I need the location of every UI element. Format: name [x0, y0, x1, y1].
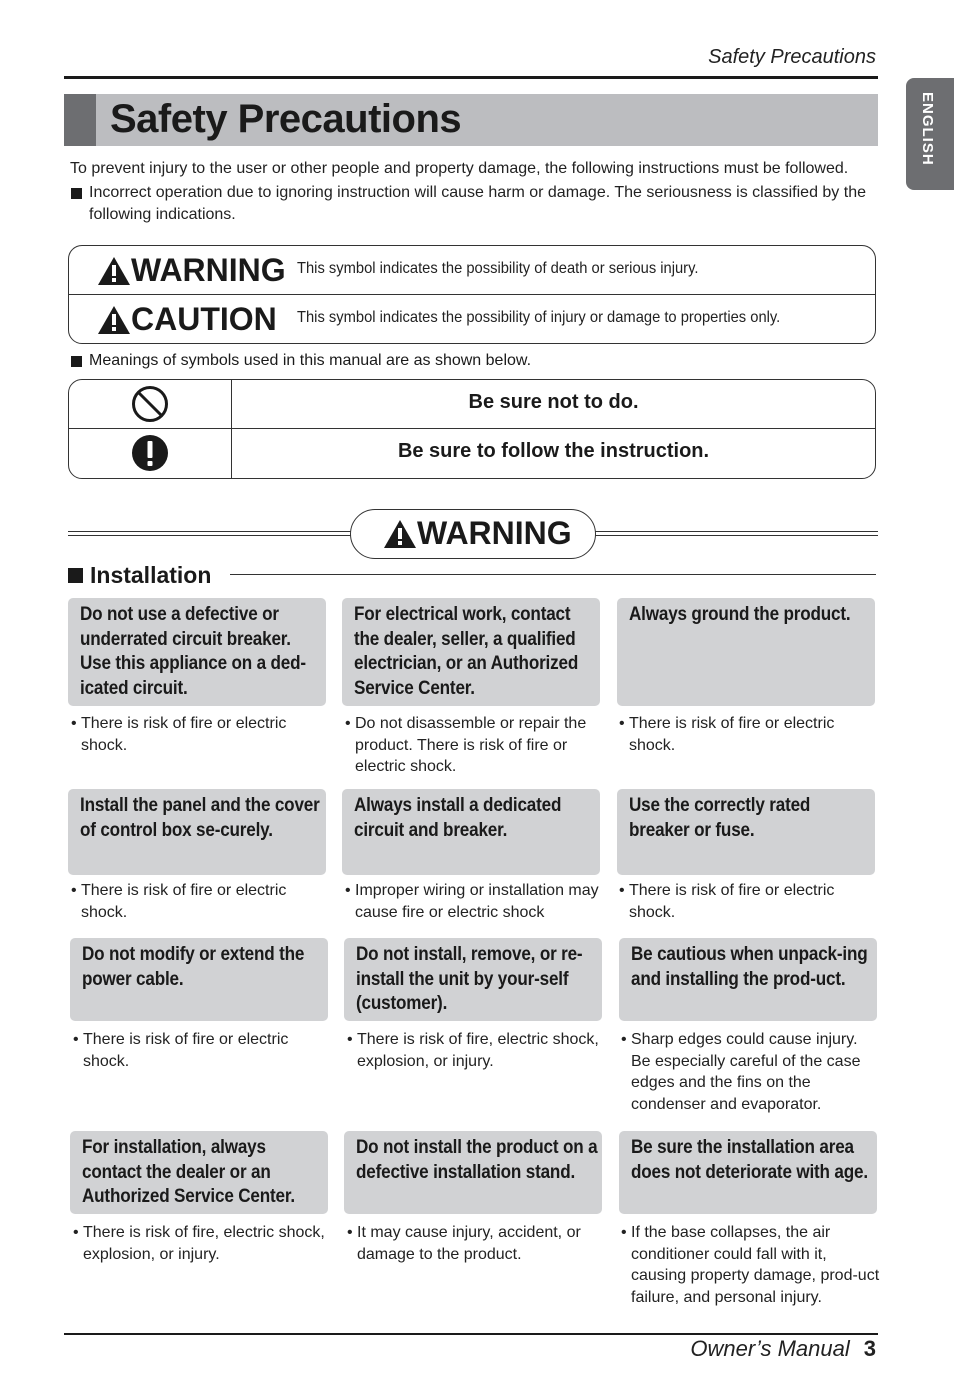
instruction-note: [344, 713, 604, 778]
square-bullet-icon: [71, 188, 82, 199]
symbol-row: [69, 429, 875, 478]
bullet-dot: •: [71, 882, 77, 899]
instruction-card: [617, 598, 875, 706]
bullet-dot: •: [345, 882, 351, 899]
caution-triangle-icon: [97, 305, 131, 335]
mandatory-icon: [131, 434, 169, 472]
instruction-heading: Always ground the product.: [629, 604, 851, 625]
instruction-card: [344, 1131, 602, 1214]
prohibited-icon: [131, 385, 169, 423]
note-text: There is risk of fire or electric shock.: [83, 1031, 289, 1070]
signal-row-caution: [69, 295, 875, 344]
signal-description: This symbol indicates the possibility of death or serious injury.: [297, 260, 699, 277]
instruction-card: [619, 938, 877, 1021]
instruction-note: [620, 1222, 880, 1308]
intro-line: To prevent injury to the user or other people and property damage, the following instructions must be followed.: [70, 160, 849, 177]
instruction-card: [617, 789, 875, 875]
bullet-dot: •: [619, 715, 625, 732]
signal-word-box: [68, 245, 876, 344]
signal-row-warning: [69, 246, 875, 295]
instruction-heading: Do not install the product on a defective installation stand.: [356, 1137, 598, 1183]
instruction-card: [70, 1131, 328, 1214]
note-text: Do not disassemble or repair the product. There is risk of fire or electric shock.: [355, 715, 587, 775]
instruction-note: [620, 1029, 880, 1115]
note-text: Sharp edges could cause injury. Be especially careful of the case edges and the fins on the condenser and evaporator.: [631, 1031, 861, 1113]
header-rule: [64, 76, 878, 79]
instruction-note: [72, 1222, 332, 1265]
note-text: There is risk of fire, electric shock, explosion, or injury.: [83, 1224, 325, 1263]
intro-bullet-text: Incorrect operation due to ignoring instruction will cause harm or damage. The seriousness is classified by the following indications.: [89, 184, 866, 223]
meanings-line: [70, 350, 531, 372]
page-title: Safety Precautions: [110, 97, 462, 141]
warning-rule-right: [594, 531, 878, 536]
bullet-dot: •: [621, 1224, 627, 1241]
note-text: There is risk of fire or electric shock.: [81, 715, 287, 754]
instruction-heading: Be cautious when unpack-ing and installing the prod-uct.: [631, 944, 868, 990]
title-accent: [64, 94, 96, 146]
square-bullet-icon: [68, 568, 83, 583]
instruction-heading: Do not modify or extend the power cable.: [82, 944, 305, 990]
warning-rule-left: [68, 531, 352, 536]
bullet-dot: •: [347, 1031, 353, 1048]
bullet-dot: •: [619, 882, 625, 899]
instruction-note: [618, 713, 878, 756]
bullet-dot: •: [73, 1031, 79, 1048]
footer: [690, 1336, 876, 1362]
bullet-dot: •: [73, 1224, 79, 1241]
instruction-heading: Always install a dedicated circuit and breaker.: [354, 795, 562, 841]
instruction-heading: Be sure the installation area does not deteriorate with age.: [631, 1137, 868, 1183]
running-header: Safety Precautions: [708, 46, 876, 68]
square-bullet-icon: [71, 356, 82, 367]
title-bar: [64, 94, 878, 146]
instruction-card: [68, 598, 326, 706]
signal-word: CAUTION: [131, 301, 277, 337]
instruction-note: [70, 880, 330, 923]
note-text: Improper wiring or installation may cause fire or electric shock: [355, 882, 599, 921]
instruction-card: [68, 789, 326, 875]
warning-banner: [350, 509, 596, 559]
bullet-dot: •: [347, 1224, 353, 1241]
instruction-card: [619, 1131, 877, 1214]
instruction-note: [72, 1029, 332, 1072]
instruction-note: [618, 880, 878, 923]
instruction-note: [70, 713, 330, 756]
instruction-heading: Use the correctly rated breaker or fuse.: [629, 795, 811, 841]
instruction-note: [344, 880, 604, 923]
symbol-meaning: Be sure not to do.: [468, 391, 639, 413]
warning-banner-label: WARNING: [417, 515, 572, 551]
note-text: It may cause injury, accident, or damage to the product.: [357, 1224, 581, 1263]
symbol-meaning: Be sure to follow the instruction.: [397, 440, 710, 462]
symbol-table: [68, 379, 876, 479]
instruction-note: [346, 1029, 606, 1072]
note-text: There is risk of fire, electric shock, explosion, or injury.: [357, 1031, 599, 1070]
instruction-heading: Install the panel and the cover of control box se-curely.: [80, 795, 320, 841]
meanings-text: Meanings of symbols used in this manual are as shown below.: [89, 352, 532, 369]
footer-label: Owner’s Manual: [690, 1336, 850, 1361]
instruction-heading: Do not install, remove, or re-install the unit by your-self (customer).: [356, 944, 583, 1014]
signal-description: This symbol indicates the possibility of injury or damage to properties only.: [297, 309, 781, 326]
footer-rule: [64, 1333, 878, 1335]
instruction-heading: For electrical work, contact the dealer, seller, a qualified electrician, or an Authorized Service Center.: [354, 604, 579, 699]
note-text: There is risk of fire or electric shock.: [81, 882, 287, 921]
bullet-dot: •: [345, 715, 351, 732]
warning-triangle-icon: [97, 256, 131, 286]
symbol-row: [69, 380, 875, 429]
note-text: There is risk of fire or electric shock.: [629, 715, 835, 754]
instruction-card: [342, 789, 600, 875]
note-text: If the base collapses, the air conditioner could fall with it, causing property damage, prod-uct failure, and personal injury.: [631, 1224, 880, 1306]
page-number: 3: [863, 1336, 876, 1361]
instruction-heading: For installation, always contact the dealer or an Authorized Service Center.: [82, 1137, 295, 1207]
note-text: There is risk of fire or electric shock.: [629, 882, 835, 921]
intro: [70, 158, 880, 226]
language-tab: [906, 78, 954, 190]
section-title: Installation: [90, 562, 212, 588]
language-tab-label: ENGLISH: [919, 92, 936, 166]
instruction-note: [346, 1222, 606, 1265]
warning-triangle-icon: [383, 519, 417, 549]
section-heading: [68, 562, 211, 589]
signal-word: WARNING: [131, 252, 286, 288]
instruction-card: [70, 938, 328, 1021]
section-rule: [230, 574, 876, 575]
instruction-card: [344, 938, 602, 1021]
bullet-dot: •: [71, 715, 77, 732]
instruction-card: [342, 598, 600, 706]
bullet-dot: •: [621, 1031, 627, 1048]
instruction-heading: Do not use a defective or underrated circuit breaker. Use this appliance on a ded-icated circuit.: [80, 604, 306, 699]
